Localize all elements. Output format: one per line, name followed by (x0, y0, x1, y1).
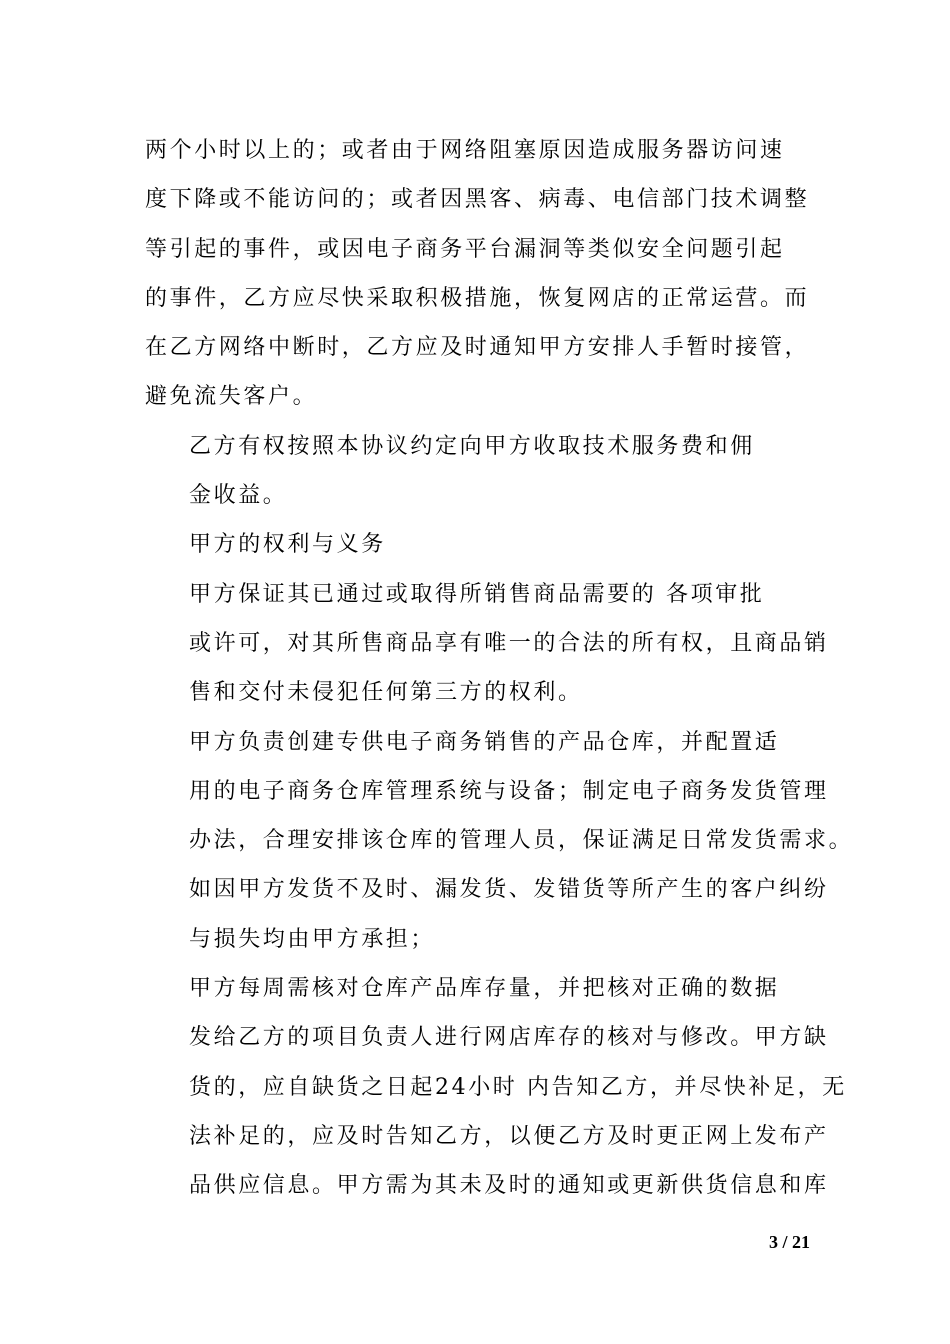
text-line: 乙方有权按照本协议约定向甲方收取技术服务费和佣 (189, 433, 755, 459)
text-line: 货的，应自缺货之日起24小时 内告知乙方，并尽快补足，无 (189, 1074, 847, 1100)
text-line: 办法，合理安排该仓库的管理人员，保证满足日常发货需求。 (189, 828, 854, 854)
text-line: 等引起的事件，或因电子商务平台漏洞等类似安全问题引起 (145, 236, 785, 262)
text-line: 法补足的，应及时告知乙方，以便乙方及时更正网上发布产 (189, 1123, 829, 1149)
paragraph (145, 964, 847, 1210)
text-line: 甲方的权利与义务 (189, 532, 386, 558)
text-line: 的事件，乙方应尽快采取积极措施，恢复网店的正常运营。而 (145, 285, 810, 311)
text-line: 品供应信息。甲方需为其未及时的通知或更新供货信息和库 (189, 1173, 829, 1199)
text-line: 甲方每周需核对仓库产品库存量，并把核对正确的数据 (189, 976, 780, 1002)
text-line: 售和交付未侵犯任何第三方的权利。 (189, 680, 583, 706)
text-line: 用的电子商务仓库管理系统与设备；制定电子商务发货管理 (189, 778, 829, 804)
text-line: 金收益。 (189, 483, 288, 509)
paragraph (145, 126, 810, 422)
paragraph (145, 718, 854, 964)
paragraph (145, 422, 810, 521)
paragraph (145, 520, 810, 569)
text-line: 避免流失客户。 (145, 384, 318, 410)
text-line: 如因甲方发货不及时、漏发货、发错货等所产生的客户纠纷 (189, 877, 829, 903)
text-line: 两个小时以上的；或者由于网络阻塞原因造成服务器访问速 (145, 138, 785, 163)
text-line: 在乙方网络中断时，乙方应及时通知甲方安排人手暂时接管， (145, 335, 810, 361)
text-line: 与损失均由甲方承担； (189, 926, 436, 952)
page-number: 3 / 21 (768, 1232, 810, 1252)
document-body (145, 126, 854, 1211)
paragraph (145, 570, 829, 718)
text-line: 甲方负责创建专供电子商务销售的产品仓库，并配置适 (189, 729, 780, 755)
text-line: 或许可，对其所售商品享有唯一的合法的所有权，且商品销 (189, 630, 829, 656)
text-line: 度下降或不能访问的；或者因黑客、病毒、电信部门技术调整 (145, 187, 810, 213)
text-line: 发给乙方的项目负责人进行网店库存的核对与修改。甲方缺 (189, 1025, 829, 1051)
text-line: 甲方保证其已通过或取得所销售商品需要的 各项审批 (189, 581, 765, 607)
